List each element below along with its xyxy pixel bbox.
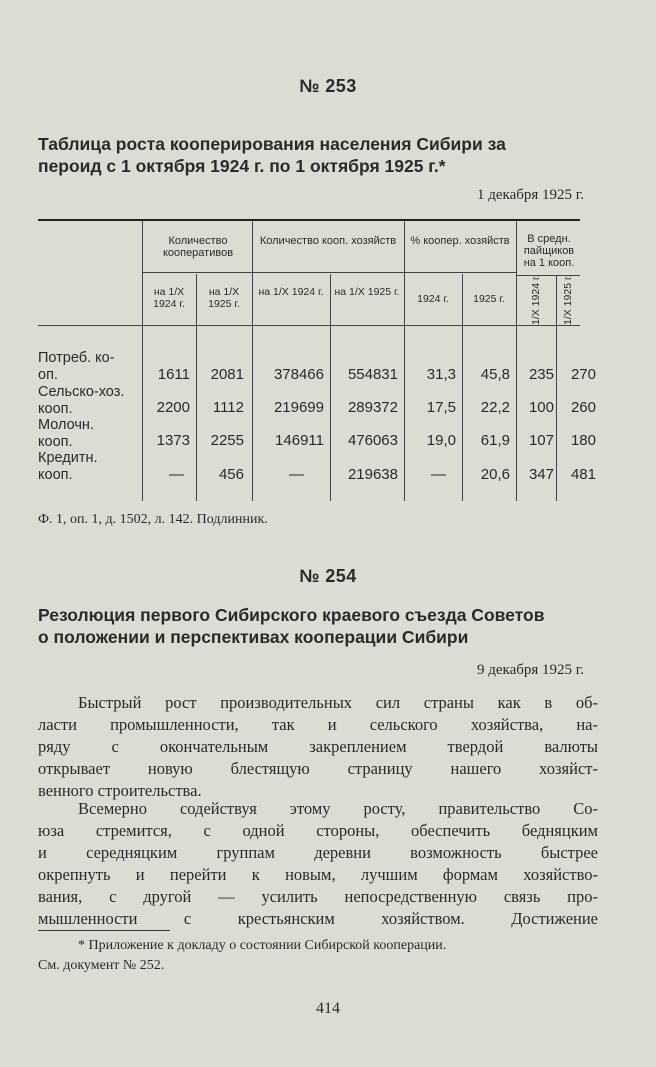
group-header-households: Количество кооп. хозяйств xyxy=(259,235,397,247)
table-cell: 107 xyxy=(528,432,554,449)
archive-source: Ф. 1, оп. 1, д. 1502, л. 142. Подлинник. xyxy=(38,512,268,527)
subheader: на 1/X 1924 г. xyxy=(258,286,324,298)
document-title xyxy=(38,604,598,648)
table-cell: 456 xyxy=(218,466,244,483)
footnote-rule xyxy=(38,930,170,931)
column-line xyxy=(142,221,143,501)
table-cell: 22,2 xyxy=(480,399,510,416)
text-line: ряду с окончательным закреплением твердой валюты xyxy=(38,737,598,756)
row-label-line: Сельско-хоз. xyxy=(38,384,125,400)
column-line xyxy=(556,276,557,501)
table-cell: 476063 xyxy=(347,432,398,449)
table-cell: 180 xyxy=(570,432,596,449)
table-top-rule xyxy=(38,219,580,221)
table-cell: 219638 xyxy=(347,466,398,483)
text-line: Быстрый рост производительных сил страны как в об- xyxy=(78,693,598,712)
row-label-line: Кредитн. xyxy=(38,450,98,466)
subheader: 1924 г. xyxy=(417,293,449,305)
table-divider xyxy=(252,272,404,273)
table-header-rule xyxy=(38,325,580,326)
table-divider xyxy=(404,272,516,273)
table-cell: 17,5 xyxy=(426,399,456,416)
column-line xyxy=(252,221,253,501)
table-cell: 45,8 xyxy=(480,366,510,383)
subheader-vertical: 1/X 1924 г. xyxy=(530,274,542,325)
column-line xyxy=(404,221,405,501)
subheader: на 1/X 1925 г. xyxy=(334,286,400,298)
table-cell: — xyxy=(289,466,304,483)
group-header-percent: % коопер. хозяйств xyxy=(410,235,510,247)
title-line: Таблица роста кооперирования населения Сибири за xyxy=(38,134,506,154)
text-line: окрепнуть и перейти к новым, лучшим формам хозяйство- xyxy=(38,865,598,884)
row-label-line: кооп. xyxy=(38,466,73,483)
document-date: 9 декабря 1925 г. xyxy=(477,662,584,678)
text-line: Всемерно содействуя этому росту, правительство Со- xyxy=(78,799,598,818)
table-cell: 347 xyxy=(528,466,554,483)
subheader-vertical: 1/X 1925 г. xyxy=(562,274,574,325)
title-line: пероид с 1 октября 1924 г. по 1 октября 1925 г.* xyxy=(38,156,446,176)
subheader: 1925 г. xyxy=(473,293,505,305)
subheader: на 1/X 1925 г. xyxy=(208,286,240,310)
table-cell: 31,3 xyxy=(426,366,456,383)
row-label-line: Молочн. xyxy=(38,417,94,433)
table-cell: 2081 xyxy=(210,366,244,383)
document-date: 1 декабря 1925 г. xyxy=(477,187,584,203)
text-line: открывает новую блестящую страницу нашего хозяйст- xyxy=(38,759,598,778)
row-label-line: кооп. xyxy=(38,433,73,450)
text-line: юза стремится, с одной стороны, обеспечить бедняцким xyxy=(38,821,598,840)
table-cell: 2200 xyxy=(156,399,190,416)
table-cell: 20,6 xyxy=(480,466,510,483)
footnote xyxy=(38,936,598,976)
row-label xyxy=(38,384,142,417)
table-cell: 1611 xyxy=(157,366,190,383)
text-line: вания, с другой — усилить непосредственную связь про- xyxy=(38,887,598,906)
table-cell: 1373 xyxy=(156,432,190,449)
table-cell: 270 xyxy=(570,366,596,383)
table-cell: 146911 xyxy=(275,432,324,449)
table-cell: 481 xyxy=(570,466,596,483)
table-divider xyxy=(142,272,252,273)
document-number: № 254 xyxy=(299,566,357,586)
text-line: ласти промышленности, так и сельского хозяйства, на- xyxy=(38,715,598,734)
row-label xyxy=(38,350,142,383)
table-cell: 235 xyxy=(528,366,554,383)
subheader: на 1/X 1924 г. xyxy=(153,286,185,310)
table-cell: 1112 xyxy=(212,399,244,416)
table-cell: 100 xyxy=(528,399,554,416)
table-cell: 554831 xyxy=(347,366,398,383)
row-label-line: оп. xyxy=(38,366,58,383)
column-line xyxy=(462,274,463,501)
table-cell: 260 xyxy=(570,399,596,416)
document-title xyxy=(38,133,598,177)
footnote-line: См. документ № 252. xyxy=(38,958,165,973)
row-label-line: кооп. xyxy=(38,400,73,417)
column-line xyxy=(516,221,517,501)
footnote-line: * Приложение к докладу о состоянии Сибирской кооперации. xyxy=(78,938,447,953)
text-line: венного строительства. xyxy=(38,781,202,800)
table-cell: 219699 xyxy=(273,399,324,416)
page-number: 414 xyxy=(316,1000,340,1017)
table-cell: 378466 xyxy=(273,366,324,383)
table-cell: 2255 xyxy=(210,432,244,449)
row-label xyxy=(38,450,142,483)
paragraph xyxy=(38,692,598,802)
table-cell: 19,0 xyxy=(426,432,456,449)
text-line: и середняцким группам деревни возможность быстрее xyxy=(38,843,598,862)
row-label-line: Потреб. ко- xyxy=(38,350,115,366)
column-line xyxy=(196,274,197,501)
table-cell: 61,9 xyxy=(480,432,510,449)
title-line: о положении и перспективах кооперации Сибири xyxy=(38,627,469,647)
paragraph xyxy=(38,798,598,930)
table-cell: 289372 xyxy=(347,399,398,416)
group-header-members: В средн. пайщиков на 1 кооп. xyxy=(523,233,575,269)
document-number: № 253 xyxy=(299,76,357,96)
group-header-cooperatives: Количество кооперативов xyxy=(162,235,234,259)
table-cell: — xyxy=(431,466,446,483)
row-label xyxy=(38,417,142,450)
table-cell: — xyxy=(169,466,184,483)
column-line xyxy=(330,274,331,501)
title-line: Резолюция первого Сибирского краевого съезда Советов xyxy=(38,605,545,625)
text-line: мышленности с крестьянским хозяйством. Достижение xyxy=(38,909,598,928)
